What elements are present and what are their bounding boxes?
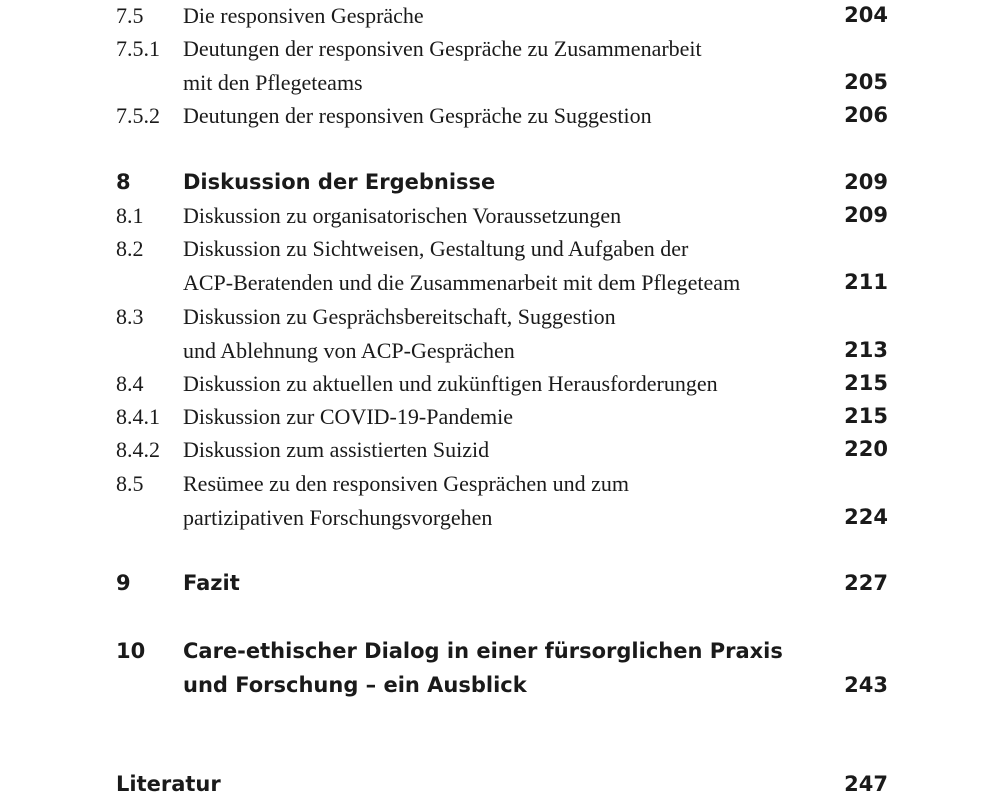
toc-entry-number: 7.5.1 bbox=[116, 36, 160, 61]
toc-entry-title: Diskussion zu organisatorischen Voraussetzungen bbox=[183, 203, 622, 228]
toc-entry-title: Die responsiven Gespräche bbox=[183, 3, 424, 28]
toc-entry-title: Deutungen der responsiven Gespräche zu Suggestion bbox=[183, 103, 652, 128]
toc-entry-number: 8.4.2 bbox=[116, 437, 160, 462]
toc-entry-number: 8.2 bbox=[116, 236, 144, 261]
toc-entry-page: 215 bbox=[844, 404, 888, 428]
toc-chapter-title: Diskussion der Ergebnisse bbox=[183, 170, 496, 194]
toc-literatur-label: Literatur bbox=[116, 772, 221, 796]
toc-literatur-page: 247 bbox=[844, 772, 888, 796]
toc-chapter-number: 9 bbox=[116, 571, 131, 595]
toc-entry-title-line2: mit den Pflegeteams bbox=[183, 70, 363, 95]
toc-entry-title-line2: partizipativen Forschungsvorgehen bbox=[183, 505, 493, 530]
toc-chapter-title-line2: und Forschung – ein Ausblick bbox=[183, 673, 527, 697]
toc-entry-title: Diskussion zu Gesprächsbereitschaft, Suggestion bbox=[183, 304, 616, 329]
toc-entry-page: 220 bbox=[844, 437, 888, 461]
toc-entry-title: Diskussion zu Sichtweisen, Gestaltung und Aufgaben der bbox=[183, 236, 689, 261]
toc-entry-title: Diskussion zur COVID-19-Pandemie bbox=[183, 404, 513, 429]
toc-entry-page: 215 bbox=[844, 371, 888, 395]
toc-chapter-page: 243 bbox=[844, 673, 888, 697]
toc-entry-title: Resümee zu den responsiven Gesprächen und zum bbox=[183, 471, 629, 496]
toc-entry-title-line2: ACP-Beratenden und die Zusammenarbeit mit dem Pflegeteam bbox=[183, 270, 741, 295]
toc-entry-number: 8.3 bbox=[116, 304, 144, 329]
toc-chapter-title: Care-ethischer Dialog in einer fürsorglichen Praxis bbox=[183, 639, 783, 663]
toc-entry-number: 8.4.1 bbox=[116, 404, 160, 429]
toc-chapter-title: Fazit bbox=[183, 571, 240, 595]
toc-chapter-page: 209 bbox=[844, 170, 888, 194]
toc-entry-page: 224 bbox=[844, 505, 888, 529]
toc-entry-page: 206 bbox=[844, 103, 888, 127]
toc-entry-number: 8.5 bbox=[116, 471, 144, 496]
toc-chapter-number: 8 bbox=[116, 170, 131, 194]
toc-entry-title: Deutungen der responsiven Gespräche zu Zusammenarbeit bbox=[183, 36, 702, 61]
toc-entry-number: 7.5.2 bbox=[116, 103, 160, 128]
toc-entry-page: 211 bbox=[844, 270, 888, 294]
toc-entry-number: 7.5 bbox=[116, 3, 144, 28]
toc-entry-number: 8.1 bbox=[116, 203, 144, 228]
toc-entry-title: Diskussion zum assistierten Suizid bbox=[183, 437, 490, 462]
toc-chapter-number: 10 bbox=[116, 639, 146, 663]
toc-entry-title-line2: und Ablehnung von ACP-Gesprächen bbox=[183, 338, 515, 363]
toc-entry-number: 8.4 bbox=[116, 371, 144, 396]
toc-entry-page: 205 bbox=[844, 70, 888, 94]
toc-entry-page: 213 bbox=[844, 338, 888, 362]
toc-entry-page: 209 bbox=[844, 203, 888, 227]
toc-entry-title: Diskussion zu aktuellen und zukünftigen Herausforderungen bbox=[183, 371, 718, 396]
toc-entry-page: 204 bbox=[844, 3, 888, 27]
toc-chapter-page: 227 bbox=[844, 571, 888, 595]
